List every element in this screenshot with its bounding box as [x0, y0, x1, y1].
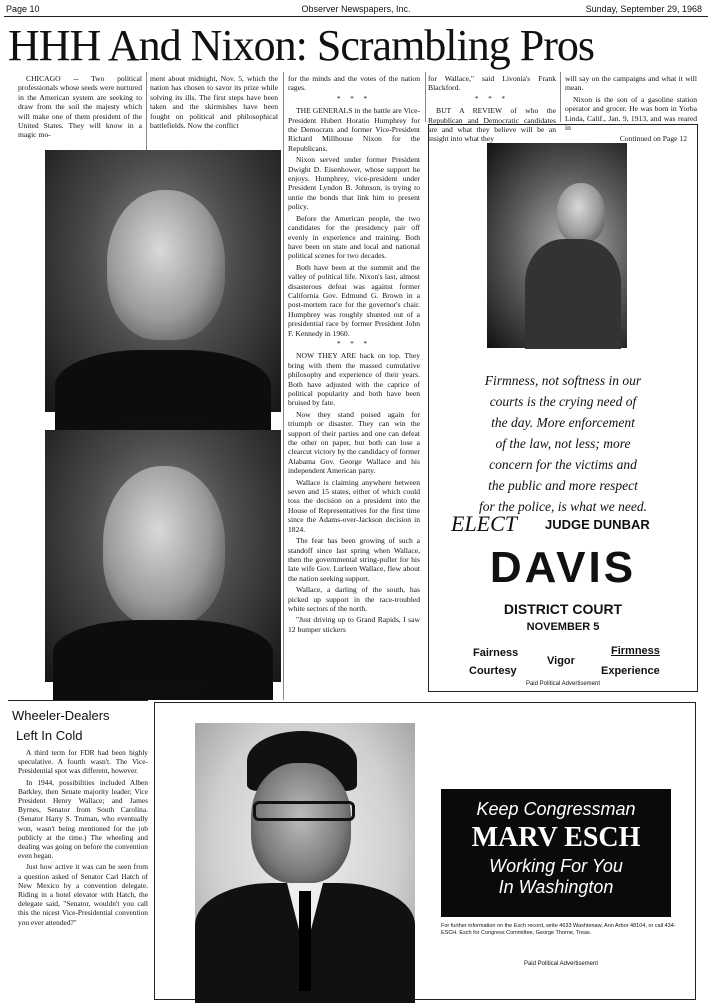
- publisher: Observer Newspapers, Inc.: [301, 4, 411, 14]
- quote-line: for the police, is what we need.: [479, 499, 647, 514]
- headline: HHH And Nixon: Scrambling Pros: [8, 21, 594, 70]
- article-text: will say on the campaigns and what it will mean.: [565, 74, 697, 93]
- esch-ad-banner: [441, 789, 671, 917]
- article-text: Both have been at the summit and the valley of political life. Nixon's last, almost disasterous defeat was against former California Gov. Edmund G. Brown in a post-mortem race for the governor's chair. Humphrey was roughly shunted out of a presidential race by former President John F. Kennedy in 1960.: [288, 262, 420, 338]
- value-experience: Experience: [601, 665, 660, 677]
- davis-name: DAVIS: [489, 543, 637, 592]
- value-fairness: Fairness: [473, 647, 519, 659]
- esch-fine-print: For further information on the Esch record, write 4633 Washtenaw, Ann Arbor 48104, or call 434-ESCH. Esch for Congress Committee, George Thorne, Treas.: [441, 923, 676, 936]
- davis-ad: [428, 124, 698, 692]
- quote-line: Firmness, not softness in our: [484, 373, 642, 388]
- continued-note: Continued on Page 12: [619, 134, 687, 144]
- esch-name: MARV ESCH: [471, 822, 641, 853]
- article-text: Wallace is claiming anywhere between seven and 15 states, either of which could toss the decision on a president into the House of Representatives for the first time since the Adams-over-Jackson decision in 1824.: [288, 477, 420, 534]
- judge-label: JUDGE DUNBAR: [545, 517, 650, 532]
- folio-rule: [4, 16, 708, 17]
- sidebar-text: A third term for FDR had been highly speculative. A fourth wasn't. The Vice-Presidential spot was different, however.: [18, 748, 148, 776]
- article-column-1: [18, 74, 142, 144]
- esch-line-1: Keep Congressman: [476, 799, 636, 819]
- value-courtesy: Courtesy: [469, 665, 517, 677]
- article-text: Now they stand poised again for triumph or disaster. They can win the support of their parties and one can defeat the other on paper, but both can lose a clearcut victory by the candidacy of former Alabama Gov. George Wallace and his independent American party.: [288, 409, 420, 476]
- esch-ad: [154, 702, 696, 1000]
- quote-line: of the law, not less; more: [495, 436, 631, 451]
- davis-photo: [487, 143, 627, 348]
- agnew-photo: [45, 430, 281, 682]
- office-label: DISTRICT COURT: [503, 601, 623, 617]
- quote-line: concern for the victims and: [489, 457, 637, 472]
- esch-line-4: In Washington: [498, 877, 614, 897]
- article-column-5: [565, 74, 697, 144]
- article-column-4: [428, 74, 556, 144]
- muskie-caption: EDMUND MUSKIE: [123, 415, 203, 425]
- quote-line: the day. More enforcement: [491, 415, 635, 430]
- muskie-photo: [45, 150, 281, 412]
- value-vigor: Vigor: [547, 655, 575, 667]
- article-text: THE GENERALS in the battle are Vice-President Hubert Horatio Humphrey for the Democrats and former Vice-President Richard Millhouse Nixon for the Republicans.: [288, 106, 420, 153]
- quote-line: courts is the crying need of: [489, 394, 637, 409]
- page-number: Page 10: [6, 4, 40, 14]
- article-text: Wallace, a darling of the south, has picked up support in the race-troubled white sectors of the north.: [288, 585, 420, 613]
- sidebar-subtitle: Left In Cold: [16, 728, 83, 743]
- esch-photo: [195, 723, 415, 997]
- column-rule: [425, 72, 426, 122]
- article-text: The fear has been growing of such a standoff since last spring when Wallace, then the governmental string-puller for his late wife Gov. Lurleen Wallace, flew about the nation seeking support.: [288, 536, 420, 583]
- article-text: NOW THEY ARE back on top. They bring with them the massed cumulative philosophy and experience of their years. Both have adjusted with the caprice of political popularity and both have been bruised by fate.: [288, 351, 420, 408]
- article-column-3: [288, 74, 420, 698]
- article-text: BUT A REVIEW of who the Republican and Democratic candidates are and what they believe will be an insight into what they: [428, 106, 556, 144]
- article-column-2: [150, 74, 278, 144]
- section-break: * * *: [475, 94, 509, 103]
- article-text: Nixon is the son of a gasoline station operator and grocer. He was born in Yorba Linda, Calif., Jan. 9, 1913, and was reared in: [565, 94, 697, 133]
- elect-label: ELECT: [451, 511, 518, 536]
- section-rule: [8, 700, 148, 701]
- sidebar-body: [18, 748, 148, 998]
- esch-paid-notice: Paid Political Advertisement: [523, 961, 599, 967]
- article-text: "Just driving up to Grand Rapids, I saw 12 bumper stickers: [288, 615, 420, 634]
- article-text: Nixon served under former President Dwight D. Eisenhower, whose support he enjoys. Humphrey, vice-president under President Lyndon B. Johnson, is trying to untie the bonds that link him to present policy.: [288, 155, 420, 212]
- election-date: NOVEMBER 5: [526, 621, 600, 633]
- article-text: ment about midnight, Nov. 5, which the nation has chosen to savor its prize while solving its ills. The first steps have been taken and the skirmishes have been fought on political and philosophical battlefields. Now the conflict: [150, 74, 278, 131]
- sidebar-title: Wheeler-Dealers: [12, 708, 110, 723]
- paid-notice: Paid Political Advertisement: [525, 681, 601, 687]
- article-text: for Wallace," said Livonia's Frank Blackford.: [428, 74, 556, 93]
- value-firmness: Firmness: [611, 645, 660, 657]
- esch-line-3: Working For You: [489, 856, 623, 876]
- article-text: CHICAGO -- Two political professionals whose seeds were nurtured in the American system are seeking to draw from the soil the majesty which will make one of them president of the United States. They will know in a magic mo-: [18, 74, 142, 140]
- column-rule: [560, 72, 561, 122]
- quote-line: the public and more respect: [488, 478, 638, 493]
- article-text: Before the American people, the two candidates for the presidency pair off evenly in experience and training. Both have been on state and local and national political scenes for two decades.: [288, 213, 420, 261]
- section-break: * * *: [337, 339, 371, 348]
- issue-date: Sunday, September 29, 1968: [585, 4, 702, 14]
- column-rule: [283, 72, 284, 700]
- sidebar-text: Just how active it was can be seen from a question asked of Senator Carl Hatch of New Mexico by a convention delegate. Riding in a hotel elevator with Hatch, the delegate said, "Senator, wouldn't you call this the nicest Vice-Presidential convention you ever attended?": [18, 862, 148, 927]
- section-break: * * *: [337, 94, 371, 103]
- agnew-caption: SPIRO T. AGNEW: [124, 684, 202, 694]
- article-text: for the minds and the votes of the nation rages.: [288, 74, 420, 93]
- sidebar-text: In 1944, possibilities included Alben Barkley, then Senate majority leader; Vice President Henry Wallace; and James Byrnes, Senator from South Carolina. (Senator Harry S. Truman, who eventually won, wasn't being mentioned for the job publicly at the time.) The wheeling and dealing was going on before the convention even began.: [18, 777, 148, 861]
- davis-quote: [439, 370, 687, 517]
